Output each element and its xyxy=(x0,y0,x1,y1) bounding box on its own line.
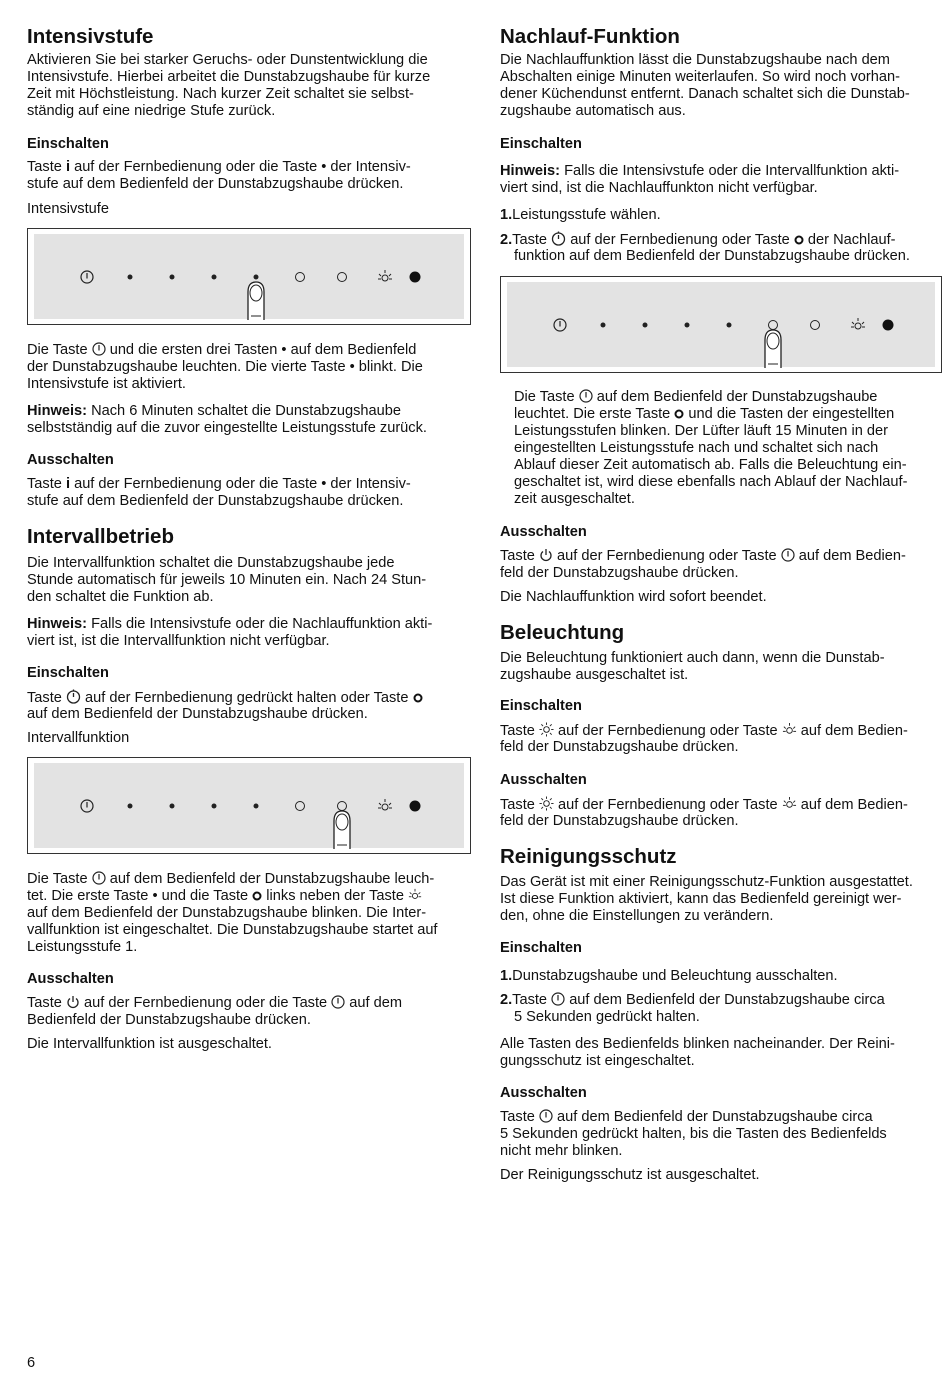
level-3-dot-icon xyxy=(685,322,690,327)
text-line: viert ist, ist die Intervallfunktion nicht verfügbar. xyxy=(27,633,330,649)
text-line: zugshaube ausgeschaltet ist. xyxy=(500,667,689,683)
text-line: Die Beleuchtung funktioniert auch dann, wenn die Dunstab- xyxy=(500,650,885,666)
text-line: 5 Sekunden gedrückt halten, bis die Tasten des Bedienfelds xyxy=(500,1126,887,1142)
power-icon xyxy=(539,1109,553,1123)
light-bulb-icon xyxy=(850,317,866,333)
text-line: Aktivieren Sie bei starker Geruchs- oder Dunstentwicklung die xyxy=(27,52,428,68)
text-line: feld der Dunstabzugshaube drücken. xyxy=(500,739,739,755)
panel-surface xyxy=(34,763,464,848)
page-number: 6 xyxy=(27,1355,36,1371)
subheading-ausschalten: Ausschalten xyxy=(27,452,114,468)
level-3-dot-icon xyxy=(212,274,217,279)
text-line: eingestellten Leistungsstufe nach und schaltet sich nach xyxy=(514,440,879,456)
section-title-nachlauf: Nachlauf-Funktion xyxy=(500,25,680,48)
text-line: der Dunstabzugshaube leuchten. Die vierte Taste • blinkt. Die xyxy=(27,359,423,375)
step-item: 2.Taste auf der Fernbedienung oder Taste der Nachlauf- xyxy=(500,232,896,248)
text-line: Taste i auf der Fernbedienung oder die Taste • der Intensiv- xyxy=(27,476,411,492)
level-2-dot-icon xyxy=(643,322,648,327)
text-line: Das Gerät ist mit einer Reinigungsschutz-Funktion ausgestattet. xyxy=(500,874,913,890)
text-line: zugshaube automatisch aus. xyxy=(500,103,686,119)
text-line: Intensivstufe. Hierbei arbeitet die Dunstabzugshaube für kurze xyxy=(27,69,431,85)
light-bulb-icon xyxy=(377,269,393,285)
power-indicator-filled-icon xyxy=(410,271,421,282)
text-line: stufe auf dem Bedienfeld der Dunstabzugshaube drücken. xyxy=(27,176,404,192)
control-panel-figure-nachlauf xyxy=(500,276,942,373)
text-line: feld der Dunstabzugshaube drücken. xyxy=(500,565,739,581)
subheading-einschalten: Einschalten xyxy=(27,665,109,681)
text-line: nicht mehr blinken. xyxy=(500,1143,623,1159)
level-4-dot-icon xyxy=(254,803,259,808)
interval-ring-icon xyxy=(295,272,305,282)
power-indicator-filled-icon xyxy=(410,800,421,811)
power-icon xyxy=(551,992,565,1006)
text-line: Hinweis: Falls die Intensivstufe oder die Intervallfunktion akti- xyxy=(500,163,900,179)
step-item: 1.Leistungsstufe wählen. xyxy=(500,207,661,223)
text-line: geschaltet ist, wird diese ebenfalls nach Ablauf der Nachlauf- xyxy=(514,474,908,490)
level-1-dot-icon xyxy=(128,274,133,279)
sun-light-icon xyxy=(539,796,554,811)
text-line: Taste auf dem Bedienfeld der Dunstabzugshaube circa xyxy=(500,1109,873,1125)
power-icon xyxy=(331,995,345,1009)
light-bulb-icon xyxy=(782,722,797,737)
remote-i-icon: i xyxy=(65,159,71,175)
text-line: gungsschutz ist eingeschaltet. xyxy=(500,1053,695,1069)
text-line: vallfunktion ist eingeschaltet. Die Dunstabzugshaube startet auf xyxy=(27,922,438,938)
subheading-einschalten: Einschalten xyxy=(500,136,582,152)
level-2-dot-icon xyxy=(170,803,175,808)
text-line: viert sind, ist die Nachlauffunkton nicht verfügbar. xyxy=(500,180,818,196)
text-line: Der Reinigungsschutz ist ausgeschaltet. xyxy=(500,1167,760,1183)
text-line: Die Intervallfunktion ist ausgeschaltet. xyxy=(27,1036,272,1052)
interval-ring-icon xyxy=(295,801,305,811)
level-3-dot-icon xyxy=(212,803,217,808)
afterrun-ring-icon xyxy=(810,320,820,330)
level-2-dot-icon xyxy=(170,274,175,279)
text-line: Stunde automatisch für jeweils 10 Minuten ein. Nach 24 Stun- xyxy=(27,572,427,588)
text-line: Taste auf der Fernbedienung oder Taste auf dem Bedien- xyxy=(500,548,906,564)
text-line: Taste i auf der Fernbedienung oder die Taste • der Intensiv- xyxy=(27,159,411,175)
section-title-intervallbetrieb: Intervallbetrieb xyxy=(27,525,174,548)
text-line: Die Intervallfunktion schaltet die Dunstabzugshaube jede xyxy=(27,555,395,571)
control-panel-figure-intensiv xyxy=(27,228,471,325)
light-bulb-icon xyxy=(377,798,393,814)
text-line: auf dem Bedienfeld der Dunstabzugshaube drücken. xyxy=(27,706,368,722)
text-line: den, ohne die Einstellungen zu verändern. xyxy=(500,908,774,924)
text-line: Die Nachlauffunktion lässt die Dunstabzugshaube nach dem xyxy=(500,52,890,68)
text-line: Die Taste auf dem Bedienfeld der Dunstabzugshaube leuch- xyxy=(27,871,435,887)
text-line: Die Taste und die ersten drei Tasten • auf dem Bedienfeld xyxy=(27,342,417,358)
text-line: 5 Sekunden gedrückt halten. xyxy=(514,1009,700,1025)
power-button-icon xyxy=(80,799,94,813)
text-line: Zeit mit Höchstleistung. Nach kurzer Zeit schaltet sie selbst- xyxy=(27,86,414,102)
level-4-dot-icon xyxy=(254,274,259,279)
timer-icon xyxy=(551,231,566,246)
power-button-icon xyxy=(80,270,94,284)
text-line: Taste auf der Fernbedienung oder Taste auf dem Bedien- xyxy=(500,797,908,813)
afterrun-ring-icon xyxy=(794,235,804,245)
subheading-ausschalten: Ausschalten xyxy=(27,971,114,987)
power-icon xyxy=(781,548,795,562)
standby-icon xyxy=(539,548,553,562)
text-line: Leistungsstufe 1. xyxy=(27,939,138,955)
remote-i-icon: i xyxy=(65,476,71,492)
interval-ring-icon xyxy=(252,891,262,901)
text-line: Alle Tasten des Bedienfelds blinken nacheinander. Der Reini- xyxy=(500,1036,895,1052)
figure-caption: Intervallfunktion xyxy=(27,730,130,746)
text-line: ständig auf eine niedrige Stufe zurück. xyxy=(27,103,276,119)
section-title-intensivstufe: Intensivstufe xyxy=(27,25,154,48)
subheading-ausschalten: Ausschalten xyxy=(500,524,587,540)
text-line: auf dem Bedienfeld der Dunstabzugshaube blinken. Die Inter- xyxy=(27,905,427,921)
panel-surface xyxy=(507,282,935,367)
section-title-reinigungsschutz: Reinigungsschutz xyxy=(500,845,677,868)
text-line: Intensivstufe ist aktiviert. xyxy=(27,376,186,392)
panel-surface xyxy=(34,234,464,319)
text-line: Taste auf der Fernbedienung oder die Taste auf dem xyxy=(27,995,403,1011)
text-line: tet. Die erste Taste • und die Taste links neben der Taste xyxy=(27,888,422,905)
text-line: zeit ausgeschaltet. xyxy=(514,491,635,507)
subheading-ausschalten: Ausschalten xyxy=(500,1085,587,1101)
power-icon xyxy=(579,389,593,403)
text-line: Taste auf der Fernbedienung oder Taste auf dem Bedien- xyxy=(500,723,908,739)
control-panel-figure-interval xyxy=(27,757,471,854)
level-4-dot-icon xyxy=(727,322,732,327)
text-line: stufe auf dem Bedienfeld der Dunstabzugshaube drücken. xyxy=(27,493,404,509)
subheading-einschalten: Einschalten xyxy=(500,940,582,956)
text-line: Leistungsstufen blinken. Der Lüfter läuft 15 Minuten in der xyxy=(514,423,888,439)
step-item: 1.Dunstabzugshaube und Beleuchtung ausschalten. xyxy=(500,968,838,984)
text-line: Abschalten einige Minuten weiterlaufen. So wird noch vorhan- xyxy=(500,69,900,85)
power-icon xyxy=(92,342,106,356)
pressing-finger-icon xyxy=(246,280,266,320)
level-1-dot-icon xyxy=(601,322,606,327)
subheading-einschalten: Einschalten xyxy=(500,698,582,714)
text-line: funktion auf dem Bedienfeld der Dunstabzugshaube drücken. xyxy=(514,248,910,264)
interval-ring-icon xyxy=(413,693,423,703)
light-bulb-icon xyxy=(408,888,422,902)
text-line: Hinweis: Falls die Intensivstufe oder die Nachlauffunktion akti- xyxy=(27,616,433,632)
pressing-finger-icon xyxy=(763,328,783,368)
figure-caption: Intensivstufe xyxy=(27,201,109,217)
text-line: Ablauf dieser Zeit automatisch ab. Falls die Beleuchtung ein- xyxy=(514,457,907,473)
light-bulb-icon xyxy=(782,796,797,811)
text-line: leuchtet. Die erste Taste und die Tasten der eingestellten xyxy=(514,406,895,422)
text-line: Taste auf der Fernbedienung gedrückt halten oder Taste xyxy=(27,689,423,707)
section-title-beleuchtung: Beleuchtung xyxy=(500,621,625,644)
subheading-einschalten: Einschalten xyxy=(27,136,109,152)
level-1-dot-icon xyxy=(128,803,133,808)
text-line: Hinweis: Nach 6 Minuten schaltet die Dunstabzugshaube xyxy=(27,403,401,419)
power-indicator-filled-icon xyxy=(883,319,894,330)
text-line: Die Taste auf dem Bedienfeld der Dunstabzugshaube xyxy=(514,389,878,405)
pressing-finger-icon xyxy=(332,809,352,849)
text-line: feld der Dunstabzugshaube drücken. xyxy=(500,813,739,829)
afterrun-ring-icon xyxy=(337,272,347,282)
text-line: Ist diese Funktion aktiviert, kann das Bedienfeld gereinigt wer- xyxy=(500,891,902,907)
power-icon xyxy=(92,871,106,885)
step-item: 2.Taste auf dem Bedienfeld der Dunstabzugshaube circa xyxy=(500,992,885,1008)
text-line: Bedienfeld der Dunstabzugshaube drücken. xyxy=(27,1012,311,1028)
afterrun-ring-icon xyxy=(674,409,684,419)
text-line: den schaltet die Funktion ab. xyxy=(27,589,214,605)
text-line: selbstständig auf die zuvor eingestellte Leistungsstufe zurück. xyxy=(27,420,427,436)
subheading-ausschalten: Ausschalten xyxy=(500,772,587,788)
power-button-icon xyxy=(553,318,567,332)
standby-icon xyxy=(66,995,80,1009)
sun-light-icon xyxy=(539,722,554,737)
timer-icon xyxy=(66,689,81,704)
text-line: Die Nachlauffunktion wird sofort beendet. xyxy=(500,589,767,605)
text-line: dener Küchendunst entfernt. Danach schaltet sich die Dunstab- xyxy=(500,86,910,102)
